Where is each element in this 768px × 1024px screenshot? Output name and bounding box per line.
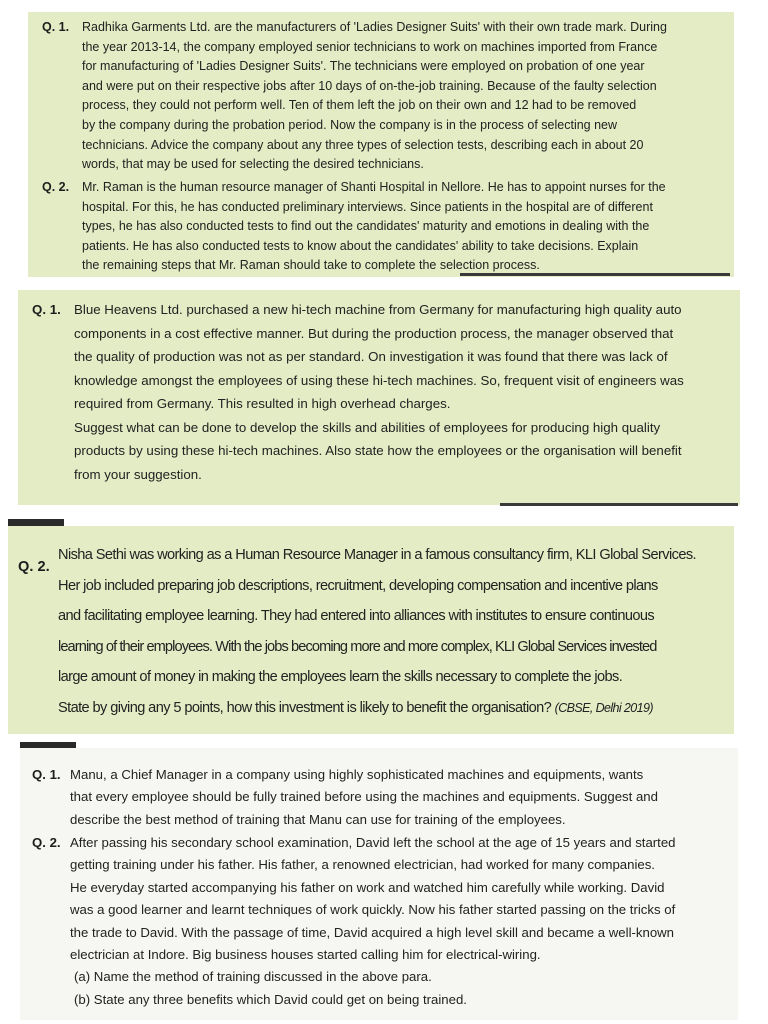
text-line: Manu, a Chief Manager in a company using highly sophisticated machines and equipments, wants — [70, 767, 644, 782]
panel-2 — [18, 290, 740, 505]
text-line: After passing his secondary school examination, David left the school at the age of 15 years and started — [70, 835, 676, 850]
question-number: Q. 2. — [32, 835, 61, 850]
text-line: by the company during the probation period. Now the company is in the process of selecting new — [82, 117, 618, 132]
text-line: types, he has also conducted tests to find out the candidates' maturity and emotions in dealing with the — [82, 219, 650, 234]
text-line: learning of their employees. With the jobs becoming more and more complex, KLI Global Services invested — [58, 638, 657, 655]
text-line: Nisha Sethi was working as a Human Resource Manager in a famous consultancy firm, KLI Global Services. — [58, 547, 696, 563]
question-number: Q. 1. — [42, 20, 70, 34]
subpart-label: (a) — [74, 969, 91, 985]
text-line: Suggest what can be done to develop the skills and abilities of employees for producing high quality — [74, 419, 661, 435]
question-text — [58, 540, 726, 723]
text-line: Blue Heavens Ltd. purchased a new hi-tech machine from Germany for manufacturing high quality auto — [74, 302, 682, 317]
text-line: components in a cost effective manner. But during the production process, the manager observed that — [74, 325, 674, 341]
text-line: process, they could not perform well. Ten of them left the job on their own and 12 had to be removed — [82, 98, 637, 113]
text-line: for manufacturing of 'Ladies Designer Suits'. The technicians were employed on probation of one year — [82, 59, 645, 74]
text-line: the remaining steps that Mr. Raman should take to complete the selection process. — [82, 258, 540, 273]
subpart-label: (b) — [74, 991, 91, 1007]
panel-1 — [28, 12, 734, 277]
text-line: products by using these hi-tech machines. Also state how the employees or the organisation will benefit — [74, 443, 682, 458]
text-line: the quality of production was not as per standard. On investigation it was found that there was lack of — [74, 349, 668, 364]
text-line: the year 2013-14, the company employed senior technicians to work on machines imported from France — [82, 39, 658, 54]
text-line: patients. He has also conducted tests to know about the candidates' ability to take decisions. Explain — [82, 238, 639, 253]
question-text — [82, 178, 724, 276]
text-line: Her job included preparing job descriptions, recruitment, developing compensation and incentive plans — [58, 577, 658, 594]
subpart-text: State any three benefits which David could get on being trained. — [93, 991, 467, 1007]
text-line — [58, 693, 726, 724]
question-text — [82, 18, 724, 175]
divider — [500, 503, 738, 506]
question-text — [70, 832, 730, 1011]
decorative-bar — [8, 519, 64, 526]
text-line: Radhika Garments Ltd. are the manufacturers of 'Ladies Designer Suits' with their own trade mark. During — [82, 20, 667, 34]
text-line: electrician at Indore. Big business houses started calling him for electrical-wiring. — [70, 947, 541, 963]
question-number: Q. 2. — [42, 180, 70, 194]
text-line: required from Germany. This resulted in high overhead charges. — [74, 396, 451, 411]
panel-4 — [20, 748, 738, 1020]
text-line: getting training under his father. His father, a renowned electrician, had worked for many companies. — [70, 857, 655, 873]
text-line: was a good learner and learnt techniques of work quickly. Now his father started passing on the tricks of — [70, 902, 676, 918]
question-prompt: State by giving any 5 points, how this investment is likely to benefit the organisation? — [58, 699, 552, 716]
subpart-text: Name the method of training discussed in the above para. — [93, 969, 432, 985]
question-number: Q. 1. — [32, 302, 61, 317]
panel-3 — [8, 526, 734, 734]
text-line: He everyday started accompanying his father on work and watched him carefully while working. David — [70, 879, 665, 895]
subpart — [70, 989, 730, 1011]
question-text — [70, 764, 730, 831]
text-line: words, that may be used for selecting the desired technicians. — [82, 157, 424, 172]
subpart — [70, 966, 730, 988]
text-line: hospital. For this, he has conducted preliminary interviews. Since patients in the hospital are of different — [82, 199, 653, 214]
text-line: the trade to David. With the passage of time, David acquired a high level skill and became a well-known — [70, 924, 675, 940]
text-line: from your suggestion. — [74, 466, 202, 482]
divider — [460, 273, 730, 276]
text-line: knowledge amongst the employees of using these hi-tech machines. So, frequent visit of engineers was — [74, 372, 684, 388]
text-line: and were put on their respective jobs after 10 days of on-the-job training. Because of the faulty selection — [82, 78, 657, 93]
text-line: Mr. Raman is the human resource manager of Shanti Hospital in Nellore. He has to appoint nurses for the — [82, 180, 666, 194]
exam-citation: (CBSE, Delhi 2019) — [554, 700, 653, 715]
question-text — [74, 298, 732, 486]
text-line: describe the best method of training that Manu can use for training of the employees. — [70, 811, 566, 827]
text-line: technicians. Advice the company about any three types of selection tests, describing each in about 20 — [82, 137, 644, 152]
text-line: and facilitating employee learning. They had entered into alliances with institutes to ensure continuous — [58, 608, 655, 624]
text-line: that every employee should be fully trained before using the machines and equipments. Suggest and — [70, 789, 658, 805]
question-number: Q. 2. — [18, 559, 50, 575]
text-line: large amount of money in making the employees learn the skills necessary to complete the jobs. — [58, 669, 623, 685]
question-number: Q. 1. — [32, 767, 61, 782]
